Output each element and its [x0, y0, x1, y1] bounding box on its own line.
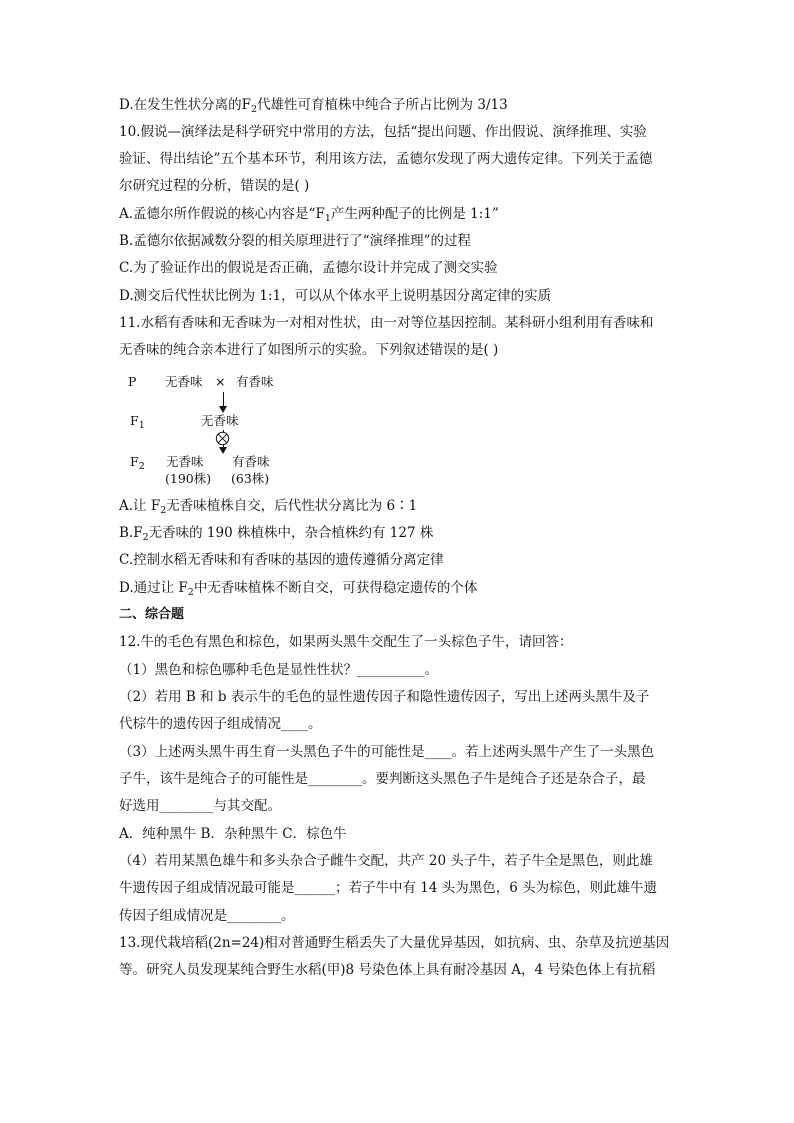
- q11-option-a: [119, 497, 417, 517]
- subscript: 2: [142, 532, 149, 543]
- selfing-symbol-icon: [215, 431, 230, 446]
- f1-phenotype: 无香味: [201, 413, 239, 428]
- q12-part-3-line-3: 好选用________与其交配。: [119, 798, 281, 814]
- f1-generation-label: [130, 413, 145, 431]
- q13-line-2: 等。研究人员发现某纯合野生水稻(甲)8 号染色体上具有耐冷基因 A，4 号染色体上有抗稻: [119, 962, 656, 978]
- q10-option-a: [119, 205, 499, 225]
- subscript: 2: [160, 505, 167, 516]
- subscript: 2: [138, 461, 145, 472]
- q12-part-2-line-1: （2）若用 B 和 b 表示牛的毛色的显性遗传因子和隐性遗传因子，写出上述两头黑牛及子: [119, 689, 650, 705]
- section-heading: 二、综合题: [119, 607, 185, 622]
- q10-option-c: C.为了验证作出的假说是否正确，孟德尔设计并完成了测交实验: [119, 260, 498, 276]
- text: 无香味植株自交，后代性状分离比为 6∶1: [166, 498, 418, 514]
- text: F: [130, 454, 139, 469]
- text: D.通过让 F: [119, 580, 188, 596]
- text: 代雄性可育植株中纯合子所占比例为 3/13: [257, 97, 508, 113]
- subscript: 1: [324, 213, 331, 224]
- q11-option-b: [119, 524, 433, 544]
- f2-phenotype-fragrance: 有香味: [232, 454, 270, 469]
- subscript: 2: [251, 104, 258, 115]
- p-parent-fragrance: 有香味: [236, 374, 274, 389]
- q12-part-1: （1）黑色和棕色哪种毛色是显性性状？__________。: [119, 662, 439, 678]
- q10-option-d: D.测交后代性状比例为 1:1，可以从个体水平上说明基因分离定律的实质: [119, 288, 552, 304]
- f2-count-fragrance: (63株): [231, 471, 270, 486]
- q11-stem-line-1: 11.水稻有香味和无香味为一对相对性状，由一对等位基因控制。某科研小组利用有香味和: [119, 315, 654, 331]
- cross-diagram: [119, 368, 319, 493]
- q9-option-d: [119, 96, 508, 116]
- q10-option-b: B.孟德尔依据减数分裂的相关原理进行了“演绎推理”的过程: [119, 233, 472, 249]
- q12-part-3-options: A．纯种黑牛 B．杂种黑牛 C．棕色牛: [119, 826, 347, 842]
- text: A.孟德尔所作假说的核心内容是“F: [119, 206, 325, 222]
- text: B.F: [119, 525, 143, 541]
- q12-part-4-line-2: 牛遗传因子组成情况最可能是______；若子牛中有 14 头为黑色，6 头为棕色，则此雄牛遗: [119, 880, 658, 896]
- q13-line-1: 13.现代栽培稻(2n=24)相对普通野生稻丢失了大量优异基因，如抗病、虫、杂草及抗逆基因: [119, 935, 670, 951]
- text: 中无香味植株不断自交，可获得稳定遗传的个体: [193, 580, 478, 596]
- text: F: [130, 413, 139, 428]
- subscript: 1: [138, 420, 145, 431]
- f2-generation-label: [130, 454, 145, 472]
- q12-stem: 12.牛的毛色有黑色和棕色，如果两头黑牛交配生了一头棕色子牛，请回答：: [119, 634, 573, 650]
- q12-part-3-line-2: 子牛，该牛是纯合子的可能性是________。要判断这头黑色子牛是纯合子还是杂合子，最: [119, 771, 646, 787]
- arrow-down-icon: [219, 447, 227, 454]
- q12-part-3-line-1: （3）上述两头黑牛再生育一头黑色子牛的可能性是____。若上述两头黑牛产生了一头黑色: [119, 744, 655, 760]
- q11-option-d: [119, 579, 477, 599]
- f2-phenotype-no-fragrance: 无香味: [166, 454, 204, 469]
- text: 无香味的 190 株植株中，杂合植株约有 127 株: [148, 525, 434, 541]
- q12-part-2-line-2: 代棕牛的遗传因子组成情况____。: [119, 716, 322, 732]
- q11-option-c: C.控制水稻无香味和有香味的基因的遗传遵循分离定律: [119, 552, 444, 568]
- f2-count-no-fragrance: (190株): [165, 471, 212, 486]
- q10-stem-line-3: 尔研究过程的分析，错误的是( ): [119, 178, 310, 194]
- q11-stem-line-2: 无香味的纯合亲本进行了如图所示的实验。下列叙述错误的是( ): [119, 342, 499, 358]
- text: A.让 F: [119, 498, 161, 514]
- p-parent-no-fragrance: 无香味: [165, 374, 203, 389]
- arrow-down-icon: [219, 406, 227, 413]
- q12-part-4-line-1: （4）若用某黑色雄牛和多头杂合子雌牛交配，共产 20 头子牛，若子牛全是黑色，则此雄: [119, 853, 653, 869]
- text: D.在发生性状分离的F: [119, 97, 252, 113]
- subscript: 2: [187, 587, 194, 598]
- q12-part-4-line-3: 传因子组成情况是________。: [119, 908, 295, 924]
- p-generation-label: P: [128, 374, 137, 389]
- cross-symbol: ×: [215, 374, 226, 389]
- text: 产生两种配子的比例是 1:1”: [330, 206, 499, 222]
- q10-stem-line-2: 验证、得出结论”五个基本环节，利用该方法，孟德尔发现了两大遗传定律。下列关于孟德: [119, 151, 653, 167]
- q10-stem-line-1: 10.假说—演绎法是科学研究中常用的方法，包括“提出问题、作出假说、演绎推理、实验: [119, 124, 647, 140]
